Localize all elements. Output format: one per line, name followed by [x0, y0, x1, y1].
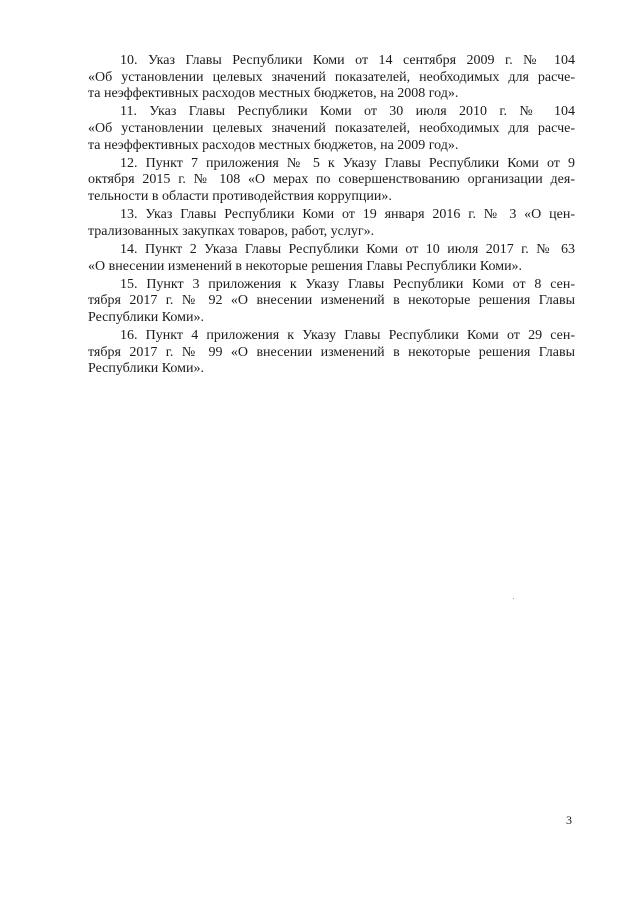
item-line: «Об установлении целевых значений показателей, необходимых для расче- [88, 120, 575, 136]
page-number: 3 [566, 813, 572, 827]
item-line: та неэффективных расходов местных бюджетов, на 2008 год». [88, 86, 459, 102]
list-item-12 [88, 156, 575, 206]
item-line: 10. Указ Главы Республики Коми от 14 сентября 2009 г. № 104 [120, 53, 575, 68]
item-line: тября 2017 г. № 99 «О внесении изменений в некоторые решения Главы [88, 344, 575, 360]
item-line: та неэффективных расходов местных бюджетов, на 2009 год». [88, 137, 459, 153]
item-line: 16. Пункт 4 приложения к Указу Главы Республики Коми от 29 сен- [120, 328, 575, 344]
item-line: тельности в области противодействия коррупции». [88, 188, 392, 204]
item-line: 15. Пункт 3 приложения к Указу Главы Республики Коми от 8 сен- [120, 276, 575, 292]
item-line: Республики Коми». [88, 361, 204, 377]
item-line: октября 2015 г. № 108 «О мерах по совершенствованию организации дея- [88, 172, 575, 188]
list-item-16 [88, 328, 575, 378]
item-line: 12. Пункт 7 приложения № 5 к Указу Главы Республики Коми от 9 [120, 155, 575, 171]
item-line: тября 2017 г. № 92 «О внесении изменений в некоторые решения Главы [88, 293, 575, 309]
item-line: «Об установлении целевых значений показателей, необходимых для расче- [88, 69, 575, 85]
list-item-14 [88, 242, 575, 275]
item-line: 13. Указ Главы Республики Коми от 19 января 2016 г. № 3 «О цен- [120, 207, 575, 223]
legal-acts-list [88, 53, 575, 379]
list-item-15 [88, 277, 575, 327]
item-line: 14. Пункт 2 Указа Главы Республики Коми от 10 июля 2017 г. № 63 [120, 241, 575, 257]
list-item-11 [88, 104, 575, 154]
item-line: трализованных закупках товаров, работ, услуг». [88, 223, 375, 239]
list-item-10 [88, 53, 575, 103]
item-line: «О внесении изменений в некоторые решения Главы Республики Коми». [88, 258, 523, 274]
item-line: 11. Указ Главы Республики Коми от 30 июля 2010 г. № 104 [120, 104, 575, 120]
scan-speck [513, 598, 514, 599]
list-item-13 [88, 207, 575, 240]
item-line: Республики Коми». [88, 309, 204, 325]
